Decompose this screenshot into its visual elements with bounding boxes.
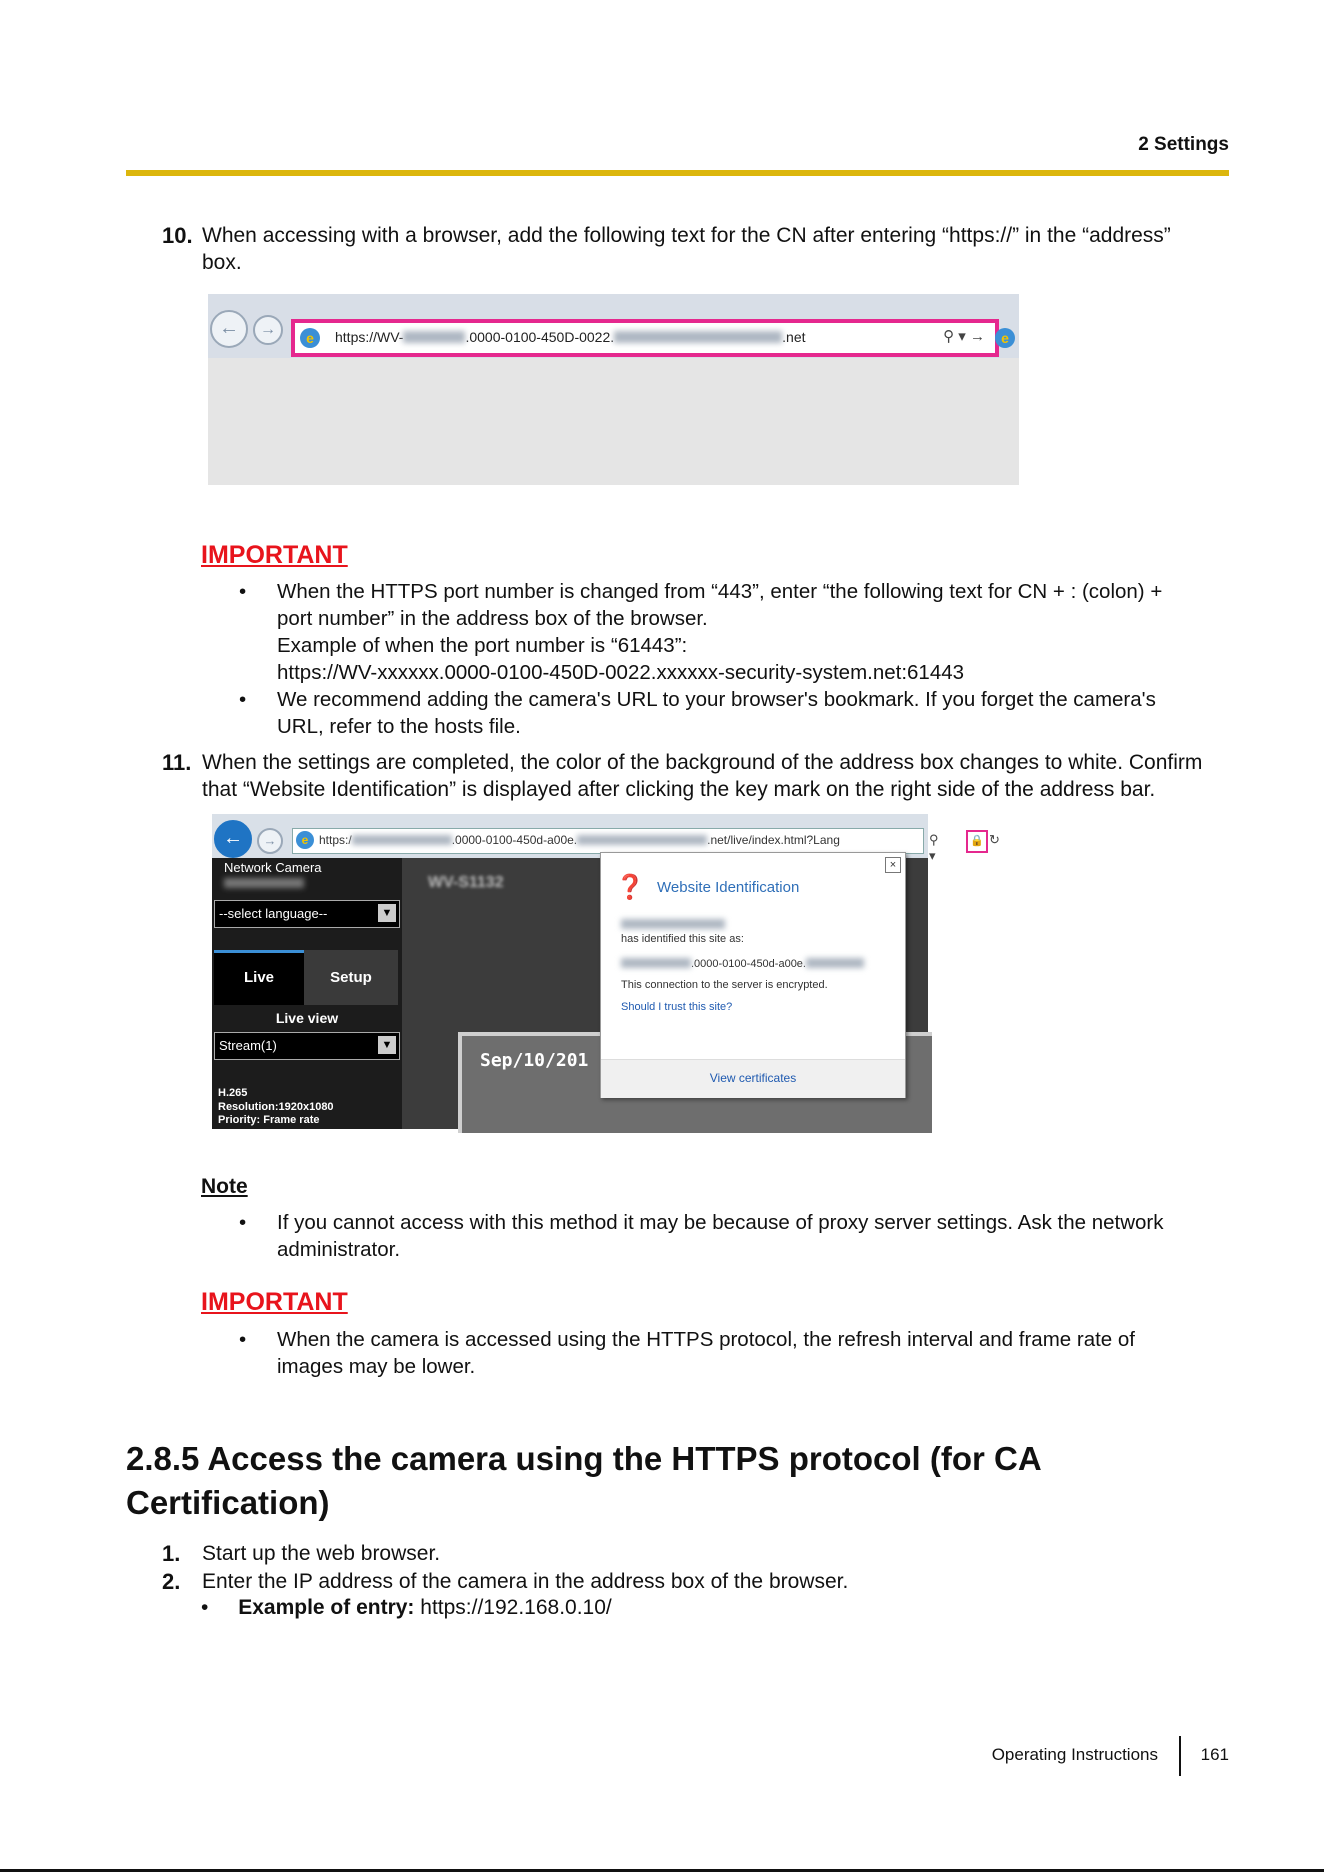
- important-heading: IMPORTANT: [201, 1288, 348, 1316]
- address-bar-screenshot: [208, 294, 1019, 485]
- header-rule: [126, 170, 1229, 176]
- stream-select: Stream(1) ▼: [214, 1032, 400, 1060]
- list-item: • We recommend adding the camera's URL to your browser's bookmark. If you forget the camera's URL, refer to the hosts file.: [239, 688, 1156, 738]
- date-overlay: Sep/10/201: [480, 1050, 589, 1071]
- back-arrow-icon: ←: [214, 820, 252, 858]
- trust-link: Should I trust this site?: [621, 1001, 733, 1013]
- example-entry: • Example of entry: https://192.168.0.10/: [201, 1596, 612, 1619]
- search-icon: ⚲ ▾ →: [943, 328, 985, 345]
- bullet-icon: •: [201, 1596, 209, 1619]
- popup-text: This connection to the server is encrypted.: [621, 979, 828, 991]
- popup-title: Website Identification: [657, 879, 800, 896]
- website-identification-screenshot: [212, 814, 1000, 1167]
- view-certificates-link: View certificates: [601, 1059, 905, 1098]
- live-view-label: Live view: [275, 1010, 339, 1026]
- forward-arrow-icon: →: [257, 828, 283, 854]
- list-item: • When the HTTPS port number is changed from “443”, enter “the following text for CN + : (colon) + port number” in the address box of the browser. Example of when the port number is “61443”: https://WV-xxxxxx.0000-0100-450D-0022.xxxxxx-security-system.net:61443: [239, 580, 1163, 684]
- address-box-highlighted: [291, 319, 999, 357]
- step-text-line: Start up the web browser.: [202, 1542, 441, 1565]
- tab-live: Live: [214, 950, 304, 1005]
- camera-title: WV-S1132: [428, 874, 504, 891]
- panel-title: Network Camera: [224, 860, 322, 875]
- note-heading: Note: [201, 1175, 248, 1198]
- address-url: https://WV- .0000-0100-450D-0022. .net: [335, 329, 806, 345]
- step-number: 11.: [162, 750, 192, 775]
- step-text-line: When the settings are completed, the color of the background of the address box changes to white. Confirm: [202, 751, 1203, 774]
- step-1: [126, 1540, 1229, 1567]
- page-number: 161: [1200, 1745, 1229, 1764]
- footer-divider: [1179, 1736, 1181, 1776]
- popup-text: has identified this site as:: [621, 933, 744, 945]
- running-header: 2 Settings: [1138, 134, 1229, 155]
- list-item: • If you cannot access with this method it may be because of proxy server settings. Ask the network administrator.: [239, 1211, 1164, 1261]
- bullet-icon: •: [239, 580, 247, 603]
- chevron-down-icon: ▼: [378, 1036, 396, 1054]
- bullet-icon: •: [239, 688, 247, 711]
- tab-setup: Setup: [304, 950, 398, 1005]
- close-icon: ×: [885, 857, 901, 873]
- important-heading: IMPORTANT: [201, 541, 348, 569]
- bullet-icon: •: [239, 1328, 247, 1351]
- note-list: [201, 1209, 1229, 1263]
- website-identification-popup: [600, 852, 906, 1098]
- camera-sidebar: [212, 858, 402, 1167]
- step-10: [126, 222, 1229, 276]
- address-box: [292, 828, 1000, 863]
- list-item: • When the camera is accessed using the HTTPS protocol, the refresh interval and frame rate of images may be lower.: [239, 1328, 1135, 1378]
- back-arrow-icon: ←: [210, 310, 248, 348]
- refresh-icon: ↻: [989, 832, 1000, 847]
- step-number: 10.: [162, 223, 193, 248]
- forward-arrow-icon: →: [253, 315, 283, 345]
- important-list: [201, 1326, 1229, 1380]
- ie-logo-icon: e: [300, 328, 320, 348]
- language-select: --select language-- ▼: [214, 900, 400, 928]
- step-number: 2.: [162, 1569, 181, 1594]
- section-heading: 2.8.5 Access the camera using the HTTPS protocol (for CA Certification): [126, 1440, 1042, 1521]
- identity-icon: ❓: [615, 874, 645, 901]
- ie-logo-icon: e: [995, 328, 1015, 348]
- important-list: [201, 578, 1229, 740]
- browser-toolbar: [208, 294, 1019, 358]
- step-text-line: Enter the IP address of the camera in the address box of the browser.: [202, 1570, 849, 1593]
- ie-logo-icon: e: [296, 831, 314, 849]
- step-number: 1.: [162, 1541, 181, 1566]
- step-11: [126, 749, 1229, 803]
- lock-icon: 🔒: [966, 830, 988, 853]
- step-text-line: that “Website Identification” is displayed after clicking the key mark on the right side of the address bar.: [202, 778, 1156, 801]
- step-text-line: When accessing with a browser, add the following text for the CN after entering “https://” in the “address”: [202, 224, 1171, 247]
- blurred-model: [224, 878, 304, 888]
- chevron-down-icon: ▼: [378, 904, 396, 922]
- bullet-icon: •: [239, 1211, 247, 1234]
- address-url: https:/ .0000-0100-450d-a00e. .net/live/index.html?Lang: [319, 833, 840, 847]
- step-2: [126, 1568, 1229, 1595]
- step-text-line: box.: [202, 251, 242, 274]
- search-icon: ⚲ ▾: [929, 832, 939, 863]
- popup-site: .0000-0100-450d-a00e.: [621, 957, 864, 970]
- footer-label: Operating Instructions: [991, 1745, 1158, 1764]
- stream-info: H.265 Resolution:1920x1080 Priority: Frame rate FPS: 30 fps Quality: normal Speed: 4096 kbps: [218, 1087, 334, 1167]
